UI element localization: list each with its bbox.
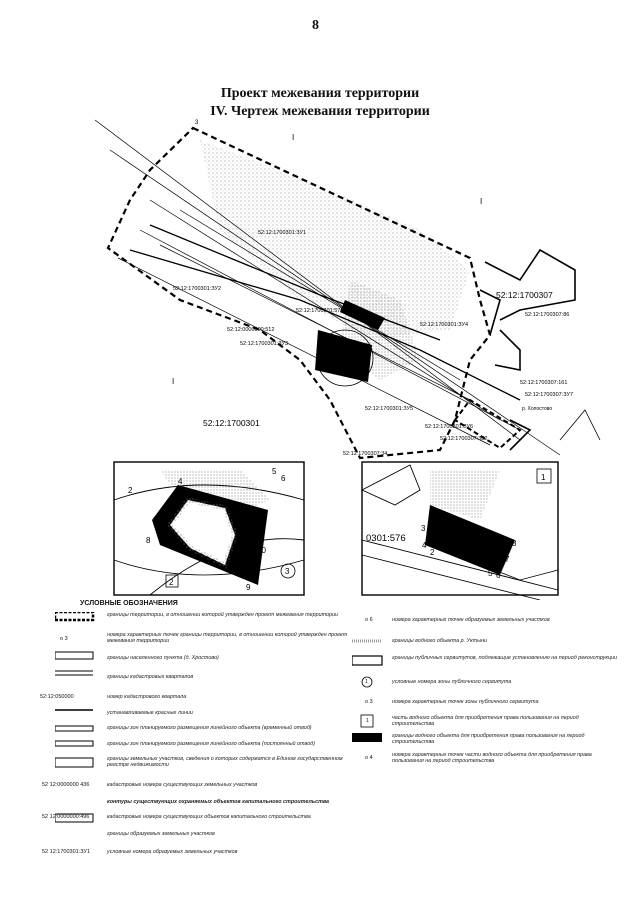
inset-label: 2	[169, 578, 174, 587]
inset-label: 6	[496, 571, 501, 580]
legend-item: границы водного объекта для приобретения права пользования на период строительства	[392, 733, 585, 745]
legend-code: 52 12:0000000:496	[42, 814, 90, 820]
parcel-label: 52:12:1700301:ЗУ2	[173, 286, 222, 292]
inset-label: 8	[146, 536, 151, 545]
inset-label: 6	[281, 474, 286, 483]
inset-label: 9	[246, 583, 251, 592]
legend-item: границы зон планируемого размещения линейного объекта (постоянный отвод)	[107, 741, 316, 747]
legend-item: номера характерных точек образуемых земельных участков	[392, 617, 550, 623]
legend-item: границы населенного пункта (д. Хростово)	[107, 655, 219, 661]
inset-label: 1	[541, 473, 546, 482]
page-title: Проект межевания территории	[220, 86, 420, 101]
inset-label: 4	[422, 541, 427, 550]
legend-item: границы зон планируемого размещения линейного объекта (временный отвод)	[107, 725, 312, 731]
legend-item: номер кадастрового квартала	[107, 694, 187, 700]
legend-item: границы водного объекта р. Уктыни	[392, 638, 488, 644]
legend-item: устанавливаемые красные линии	[107, 710, 193, 716]
legend-code: 52:12:050000	[40, 694, 74, 700]
parcel-label: 52:12:1700307:ЗУ7	[525, 392, 574, 398]
inset-label: 4	[178, 477, 183, 486]
inset-label: 2	[430, 548, 435, 557]
legend-item: номера характерных точек зоны публичного сервитута	[392, 699, 539, 705]
inset-left	[114, 462, 304, 595]
inset-label: 5	[272, 467, 277, 476]
inset-label: 0301:576	[366, 533, 406, 544]
parcel-label: 52:12:1700307:86	[525, 312, 570, 318]
parcel-label: 52:12:1700307:382	[440, 436, 488, 442]
legend-item: границы территории, в отношении которой утвержден проект межевания территории	[107, 612, 339, 618]
parcel-label: 52:12:1700307:34	[343, 451, 388, 457]
quarter-label: 52:12:1700307	[496, 290, 553, 300]
legend-code: о 3	[60, 636, 68, 642]
legend-code: о 4	[365, 755, 373, 761]
map-mark: I	[172, 377, 175, 386]
map-mark: 3	[195, 120, 199, 126]
legend-code: 52 12:1700301:ЗУ1	[42, 849, 91, 855]
legend-item: границы публичных сервитутов, подлежащие установлению на период реконструкции	[392, 655, 617, 661]
legend-code: 52 12:0000000 436	[42, 782, 90, 788]
legend-code: 1	[365, 679, 368, 685]
inset-label: 1	[255, 533, 260, 542]
page-subtitle: IV. Чертеж межевания территории	[210, 104, 430, 119]
parcel-label: 52:12:1700301:ЗУ4	[420, 322, 469, 328]
inset-right	[362, 462, 558, 600]
parcel-label: 52:12:1700301:ЗУ6	[425, 424, 474, 430]
inset-label: 10	[257, 546, 266, 555]
inset-label: 3	[421, 524, 426, 533]
parcel-label: 52:12:1700301:ЗУ3	[240, 341, 289, 347]
legend-code: о 6	[365, 617, 373, 623]
legend-item: границы кадастровых кварталов	[107, 674, 194, 680]
parcel-label: 52:12:1700301:ЗУ5	[365, 406, 414, 412]
inset-label: 5	[488, 569, 493, 578]
quarter-label: 52:12:1700301	[203, 418, 260, 428]
legend-code: 1	[366, 718, 369, 724]
inset-label: 2	[260, 511, 265, 520]
legend-item: границы земельных участков, сведения о которых содержатся в Едином государственном реестре недвижимости	[107, 756, 343, 768]
legend-heading: УСЛОВНЫЕ ОБОЗНАЧЕНИЯ	[80, 600, 178, 607]
parcel-label: 52:12:1700307:161	[520, 380, 568, 386]
map-mark: I	[292, 133, 295, 142]
parcel-label: 52:12:1700301:576	[296, 308, 344, 314]
parcel-label: 52:12:1700301:ЗУ1	[258, 230, 307, 236]
legend	[0, 598, 640, 898]
inset-label: 8	[512, 539, 517, 548]
legend-item: номера характерных точек границы территории, в отношении которой утвержден проект межевания территории	[107, 632, 348, 644]
inset-label: 2	[128, 486, 133, 495]
legend-item: номера характерных точек части водного объекта для приобретения права пользования на период строительства	[392, 752, 592, 764]
map-mark: р. Холостово	[522, 406, 553, 412]
legend-item: контуры существующих охраняемых объектов капитального строительства	[107, 799, 330, 805]
legend-code: о 3	[365, 699, 373, 705]
legend-item: часть водного объекта для приобретения права пользования на период строительства	[392, 715, 579, 727]
page-number: 8	[312, 18, 319, 33]
parcel-label: 52:12:0000000:512	[227, 327, 275, 333]
legend-item: кадастровые номера существующих объектов капитального строительства	[107, 814, 311, 820]
legend-item: условные номера зоны публичного сервитута	[392, 679, 512, 685]
legend-item: условные номера образуемых земельных участков	[107, 849, 238, 855]
legend-item: кадастровые номера существующих земельных участков	[107, 782, 258, 788]
inset-label: 7	[505, 555, 510, 564]
map-mark: I	[480, 197, 483, 206]
inset-label: 3	[250, 508, 255, 517]
inset-label: 3	[285, 567, 290, 576]
legend-item: границы образуемых земельных участков	[107, 831, 215, 837]
